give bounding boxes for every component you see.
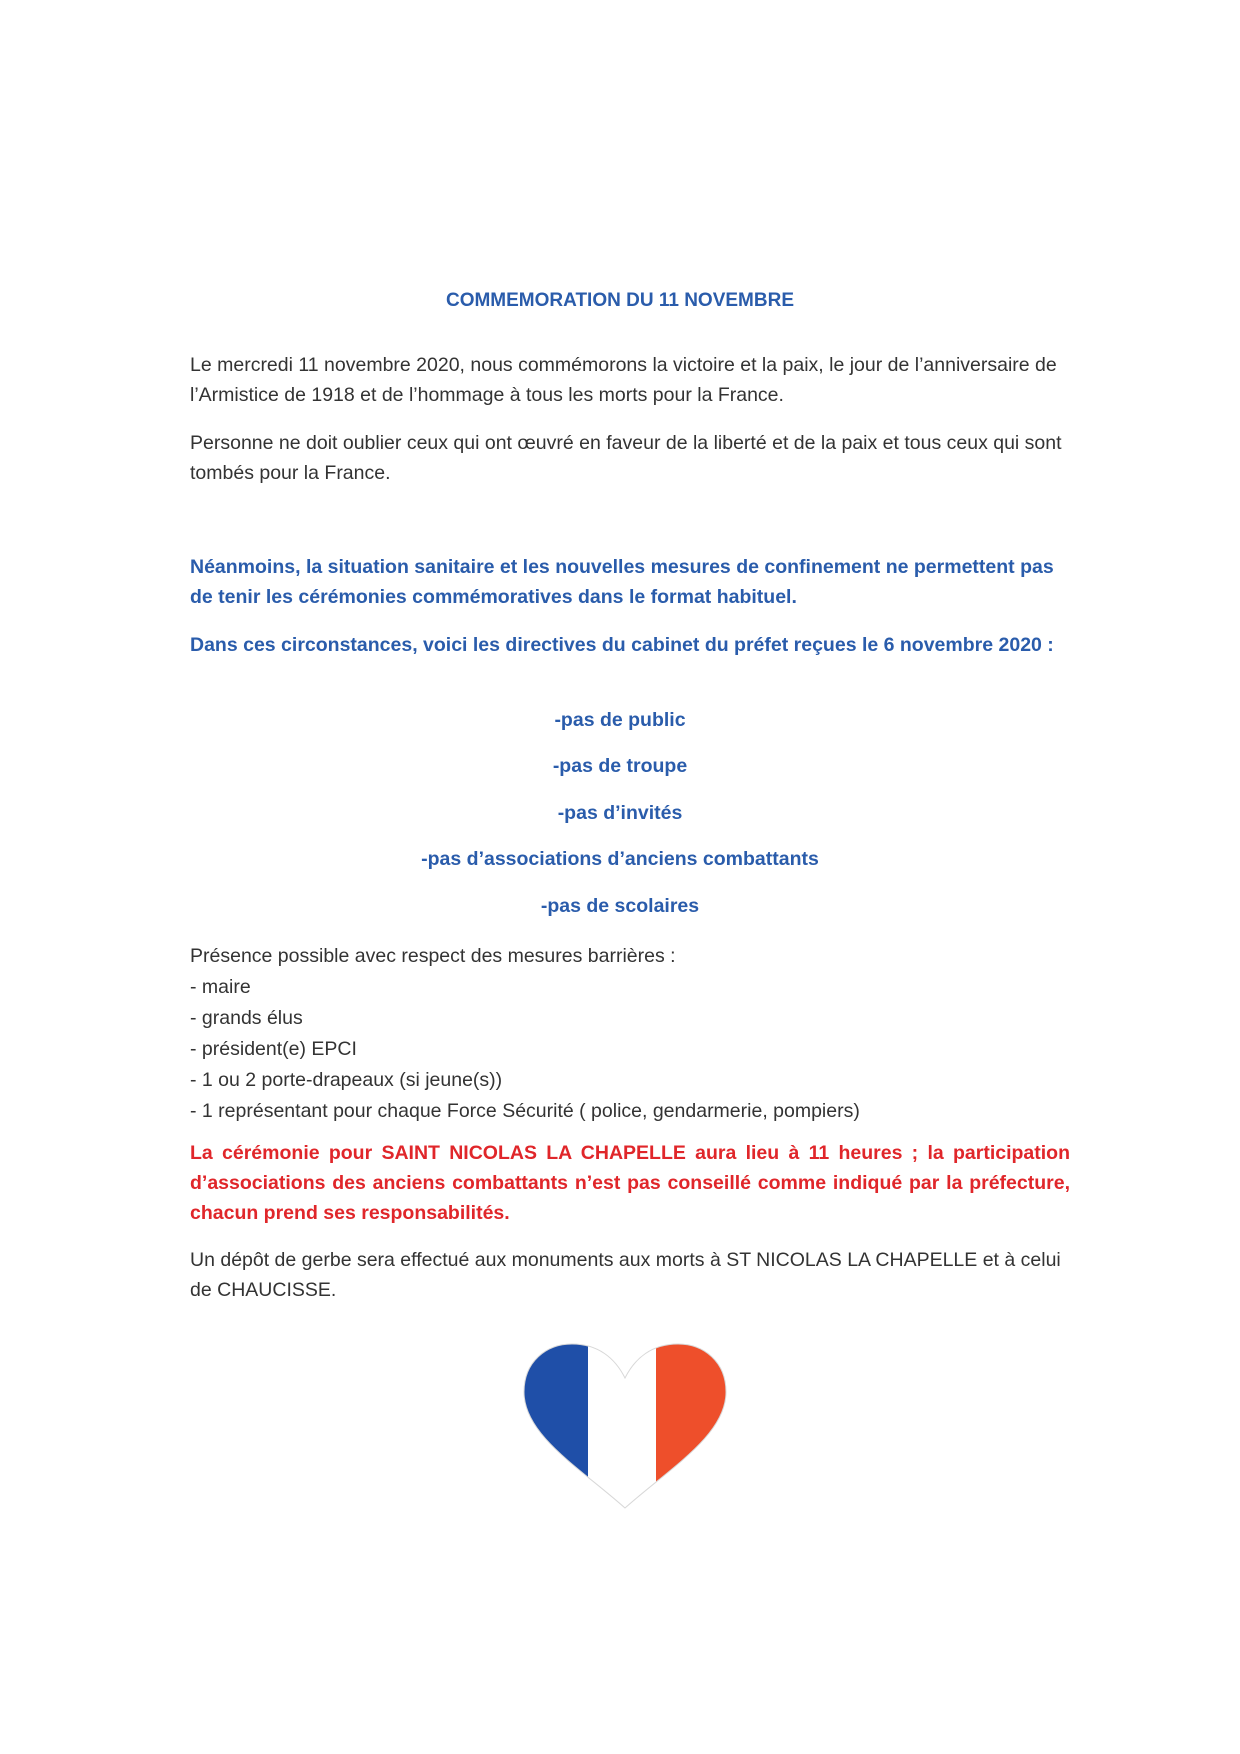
directive-item: -pas de troupe	[552, 755, 688, 777]
directive-item: -pas de public	[554, 709, 686, 731]
ceremony-notice-paragraph: La cérémonie pour SAINT NICOLAS LA CHAPELLE aura lieu à 11 heures ; la participation d’associations des anciens combattants n’est pas conseillé comme indiqué par la préfecture, chacun prend ses responsabilités.	[190, 1142, 1070, 1224]
closing-paragraph: Un dépôt de gerbe sera effectué aux monuments aux morts à ST NICOLAS LA CHAPELLE et à celui de CHAUCISSE.	[190, 1249, 1061, 1301]
document-title: COMMEMORATION DU 11 NOVEMBRE	[445, 290, 794, 311]
directives-intro-paragraph: Dans ces circonstances, voici les directives du cabinet du préfet reçues le 6 novembre 2020 :	[190, 634, 1054, 656]
intro-paragraph-2: Personne ne doit oublier ceux qui ont œuvré en faveur de la liberté et de la paix et tous ceux qui sont tombés pour la France.	[190, 432, 1062, 484]
list-item: - grands élus	[190, 1003, 1070, 1034]
directive-item: -pas d’associations d’anciens combattants	[421, 848, 819, 870]
list-item: - 1 ou 2 porte-drapeaux (si jeune(s))	[190, 1065, 1070, 1096]
intro-paragraph-1: Le mercredi 11 novembre 2020, nous commémorons la victoire et la paix, le jour de l’anniversaire de l’Armistice de 1918 et de l’hommage à tous les morts pour la France.	[190, 354, 1057, 406]
sanitary-notice-paragraph: Néanmoins, la situation sanitaire et les nouvelles mesures de confinement ne permettent pas de tenir les cérémonies commémoratives dans le format habituel.	[190, 556, 1054, 608]
flag-white-stripe	[588, 1340, 656, 1515]
presence-section	[190, 941, 1070, 1127]
presence-heading: Présence possible avec respect des mesures barrières :	[190, 945, 676, 967]
list-item: - président(e) EPCI	[190, 1034, 1070, 1065]
list-item: - 1 représentant pour chaque Force Sécurité ( police, gendarmerie, pompiers)	[190, 1096, 1070, 1127]
list-item: - maire	[190, 972, 1070, 1003]
french-flag-heart-icon	[520, 1340, 730, 1515]
directive-item: -pas de scolaires	[540, 895, 700, 917]
directive-item: -pas d’invités	[557, 802, 683, 824]
presence-list	[190, 972, 1070, 1127]
